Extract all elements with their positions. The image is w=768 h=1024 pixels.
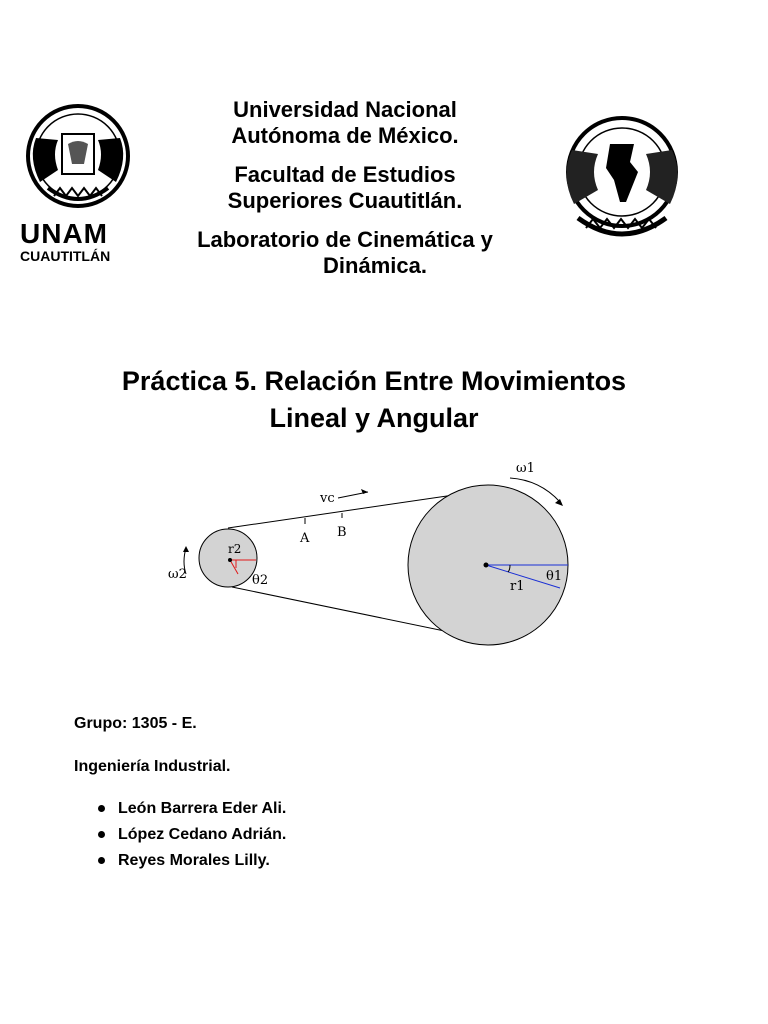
unam-logo-text: UNAM	[20, 218, 108, 249]
r1-label: r1	[510, 579, 525, 594]
practice-title: Práctica 5. Relación Entre Movimientos Lineal y Angular	[121, 366, 627, 433]
career-label: Ingeniería Industrial.	[74, 758, 231, 775]
r2-label: r2	[228, 542, 242, 556]
unam-seal-left-icon	[18, 98, 138, 218]
group-label: Grupo: 1305 - E.	[74, 715, 197, 732]
lab-name: Laboratorio de Cinemática y Dinámica.	[197, 227, 493, 278]
point-a-label: A	[300, 531, 310, 546]
theta2-label: θ2	[252, 573, 269, 588]
theta1-label: θ1	[546, 569, 563, 584]
header-block	[160, 97, 530, 292]
unam-seal-right-icon	[552, 110, 692, 260]
small-pulley-center	[228, 558, 232, 562]
cuautitlan-logo-text: CUAUTITLÁN	[20, 248, 111, 264]
velocity-label: vc	[320, 491, 335, 506]
unam-cuautitlan-logo	[18, 98, 138, 264]
list-item: López Cedano Adrián.	[96, 824, 286, 850]
list-item: Reyes Morales Lilly.	[96, 850, 286, 876]
unam-seal-logo	[552, 110, 692, 260]
omega1-arrowhead	[555, 499, 563, 506]
omega1-label: ω1	[516, 461, 535, 476]
faculty-name: Facultad de Estudios Superiores Cuautitlán.	[227, 162, 463, 213]
university-name: Universidad Nacional Autónoma de México.	[231, 97, 459, 148]
omega2-label: ω2	[168, 567, 187, 582]
pulley-diagram	[160, 450, 590, 650]
small-pulley	[199, 529, 257, 587]
point-b-label: B	[337, 525, 347, 540]
large-pulley-center	[484, 563, 489, 568]
list-item: León Barrera Eder Ali.	[96, 798, 286, 824]
omega2-arrowhead	[183, 546, 189, 552]
members-list	[96, 798, 286, 876]
